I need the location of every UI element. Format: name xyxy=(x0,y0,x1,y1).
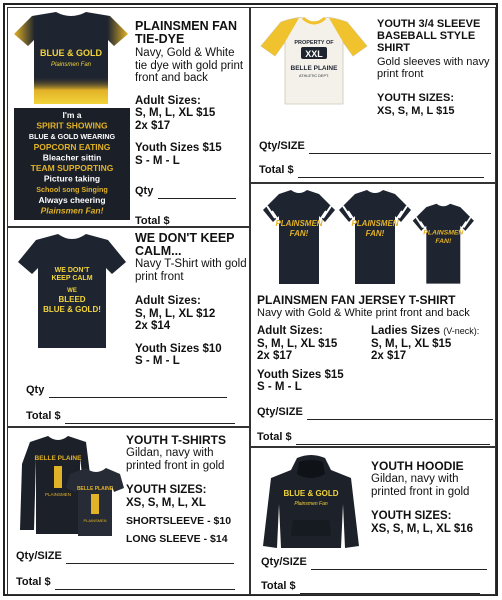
tiedye-back-line: Bleacher sittin xyxy=(42,152,102,163)
jersey-qty-label: Qty/SIZE xyxy=(257,406,303,418)
calm-title: WE DON'T KEEP CALM... xyxy=(135,231,235,258)
youth-tshirts-total-field[interactable] xyxy=(55,579,235,590)
svg-text:PLAINSMEN: PLAINSMEN xyxy=(83,518,107,523)
baseball-shirt-image xyxy=(259,16,369,106)
svg-text:PLAINSMEN: PLAINSMEN xyxy=(44,492,72,497)
tiedye-back-line: Picture taking xyxy=(43,173,101,184)
jersey-shirt-text-1: PLAINSMEN xyxy=(423,229,464,237)
tiedye-back-line: BLUE & GOLD WEARING xyxy=(28,132,116,142)
svg-text:BELLE PLAINE: BELLE PLAINE xyxy=(34,455,82,462)
tiedye-panel xyxy=(7,7,250,227)
jersey-shirt-text-2: FAN! xyxy=(435,237,452,245)
jersey-ladies-label: Ladies Sizes xyxy=(371,325,441,337)
tiedye-qty-label: Qty xyxy=(135,185,154,197)
svg-text:ATHLETIC DEPT.: ATHLETIC DEPT. xyxy=(299,74,329,78)
jersey-ladies-2x: 2x $17 xyxy=(371,350,407,362)
jersey-qty-field[interactable] xyxy=(307,409,493,420)
hoodie-title: YOUTH HOODIE xyxy=(371,459,464,473)
calm-description: Navy T-Shirt with gold print front xyxy=(135,258,247,283)
youth-tshirts-sizes-label: YOUTH SIZES: xyxy=(126,484,207,496)
calm-qty-label: Qty xyxy=(26,384,45,396)
youth-tshirts-description: Gildan, navy with printed front in gold xyxy=(126,447,225,472)
tiedye-back-line: POPCORN EATING xyxy=(33,141,111,152)
youth-tshirts-qty-label: Qty/SIZE xyxy=(16,550,62,562)
jersey-shirt-text-2: FAN! xyxy=(365,229,385,238)
calm-panel xyxy=(7,227,250,427)
youth-tshirts-image xyxy=(12,434,124,538)
svg-text:BELLE PLAINE: BELLE PLAINE xyxy=(290,65,338,72)
baseball-sizes-label: YOUTH SIZES: xyxy=(377,92,455,104)
hoodie-sizes: XS, S, M, L, XL $16 xyxy=(371,522,474,535)
calm-shirt-line: KEEP CALM xyxy=(51,275,93,282)
tiedye-back-line: I'm a xyxy=(62,110,82,120)
tiedye-adult-label: Adult Sizes: xyxy=(135,94,201,107)
youth-tshirts-qty-field[interactable] xyxy=(66,553,234,564)
jersey-youth-sizes: S - M - L xyxy=(257,381,302,393)
svg-text:Plainsmen Fan: Plainsmen Fan xyxy=(50,62,92,68)
calm-adult-label: Adult Sizes: xyxy=(135,295,201,307)
hoodie-qty-field[interactable] xyxy=(311,559,487,570)
tiedye-adult-sizes: S, M, L, XL $15 xyxy=(135,107,216,119)
order-form xyxy=(3,3,498,596)
jersey-youth-label: Youth Sizes $15 xyxy=(257,368,344,381)
calm-qty-field[interactable] xyxy=(49,387,227,398)
svg-text:XXL: XXL xyxy=(305,49,323,59)
tiedye-total-label: Total $ xyxy=(135,215,170,227)
jersey-panel xyxy=(250,183,496,447)
calm-shirt-line: BLUE & GOLD! xyxy=(43,305,101,314)
hoodie-panel xyxy=(250,447,496,595)
youth-tshirts-panel xyxy=(7,427,250,595)
svg-text:Plainsmen Fan: Plainsmen Fan xyxy=(294,501,328,507)
calm-total-field[interactable] xyxy=(65,413,235,424)
youth-tshirts-long-price: LONG SLEEVE - $14 xyxy=(126,532,228,545)
jersey-ladies-note: (V-neck): xyxy=(443,326,480,336)
baseball-qty-field[interactable] xyxy=(309,143,491,154)
baseball-total-label: Total $ xyxy=(259,164,294,176)
tiedye-back-line: School song Singing xyxy=(36,185,108,195)
jersey-adult-2x: 2x $17 xyxy=(257,350,293,362)
hoodie-description: Gildan, navy with printed front in gold xyxy=(371,473,470,498)
tiedye-youth-sizes: S - M - L xyxy=(135,154,180,167)
jersey-title: PLAINSMEN FAN JERSEY T-SHIRT xyxy=(257,293,456,307)
calm-total-label: Total $ xyxy=(26,410,61,422)
tiedye-qty-field[interactable] xyxy=(158,188,236,199)
tiedye-youth-label: Youth Sizes $15 xyxy=(135,142,222,154)
jersey-shirts-image xyxy=(261,188,487,286)
svg-text:BLUE & GOLD: BLUE & GOLD xyxy=(283,489,339,498)
tiedye-back-print-image xyxy=(14,108,130,220)
calm-youth-label: Youth Sizes $10 xyxy=(135,342,222,355)
tiedye-back-line: TEAM SUPPORTING xyxy=(30,163,114,173)
jersey-shirt-text-1: PLAINSMEN xyxy=(275,219,323,228)
hoodie-qty-label: Qty/SIZE xyxy=(261,556,307,568)
tiedye-back-line: SPIRIT SHOWING xyxy=(36,120,108,131)
svg-text:BELLE PLAINE: BELLE PLAINE xyxy=(76,486,114,492)
jersey-adult-sizes: S, M, L, XL $15 xyxy=(257,337,338,350)
tiedye-back-line: Always cheering xyxy=(38,194,106,205)
jersey-shirt-text-1: PLAINSMEN xyxy=(351,219,399,228)
youth-tshirts-total-label: Total $ xyxy=(16,576,51,588)
tiedye-description: Navy, Gold & White tie dye with gold print front and back xyxy=(135,47,244,84)
calm-shirt-line: BLEED xyxy=(58,295,86,304)
jersey-ladies-sizes: S, M, L, XL $15 xyxy=(371,337,452,350)
baseball-sizes: XS, S, M, L $15 xyxy=(377,104,455,117)
calm-shirt-line: WE DON'T xyxy=(54,267,90,274)
hoodie-total-field[interactable] xyxy=(300,583,480,594)
youth-tshirts-sizes: XS, S, M, L, XL xyxy=(126,496,206,509)
tiedye-back-line: Plainsmen Fan! xyxy=(40,205,104,216)
jersey-total-field[interactable] xyxy=(296,434,490,445)
jersey-shirt xyxy=(263,190,335,284)
hoodie-sizes-label: YOUTH SIZES: xyxy=(371,510,452,522)
jersey-description: Navy with Gold & White print front and back xyxy=(257,307,470,319)
youth-tshirts-title: YOUTH T-SHIRTS xyxy=(126,433,227,447)
calm-adult-sizes: S, M, L, XL $12 xyxy=(135,307,216,320)
youth-tshirts-short-price: SHORTSLEEVE - $10 xyxy=(126,515,232,527)
hoodie-total-label: Total $ xyxy=(261,580,296,592)
baseball-panel xyxy=(250,7,496,183)
jersey-shirt-text-2: FAN! xyxy=(289,229,309,238)
calm-youth-sizes: S - M - L xyxy=(135,355,180,367)
svg-text:PROPERTY OF: PROPERTY OF xyxy=(294,40,334,46)
tiedye-title: PLAINSMEN FAN TIE-DYE xyxy=(135,19,238,46)
calm-shirt-image xyxy=(16,232,128,350)
tiedye-adult-2x: 2x $17 xyxy=(135,119,171,132)
calm-adult-2x: 2x $14 xyxy=(135,320,171,332)
jersey-shirt xyxy=(339,190,411,284)
baseball-qty-label: Qty/SIZE xyxy=(259,140,305,152)
baseball-description: Gold sleeves with navy print front xyxy=(377,56,490,80)
tiedye-front-shirt-image xyxy=(12,10,130,106)
svg-text:BLUE & GOLD: BLUE & GOLD xyxy=(40,48,102,58)
jersey-total-label: Total $ xyxy=(257,431,292,443)
calm-shirt-line: WE xyxy=(67,288,77,294)
baseball-total-field[interactable] xyxy=(298,167,484,178)
jersey-adult-label: Adult Sizes: xyxy=(257,325,323,337)
jersey-shirt xyxy=(413,204,474,284)
baseball-title: YOUTH 3/4 SLEEVE BASEBALL STYLE SHIRT xyxy=(377,18,481,54)
hoodie-image xyxy=(261,454,361,552)
